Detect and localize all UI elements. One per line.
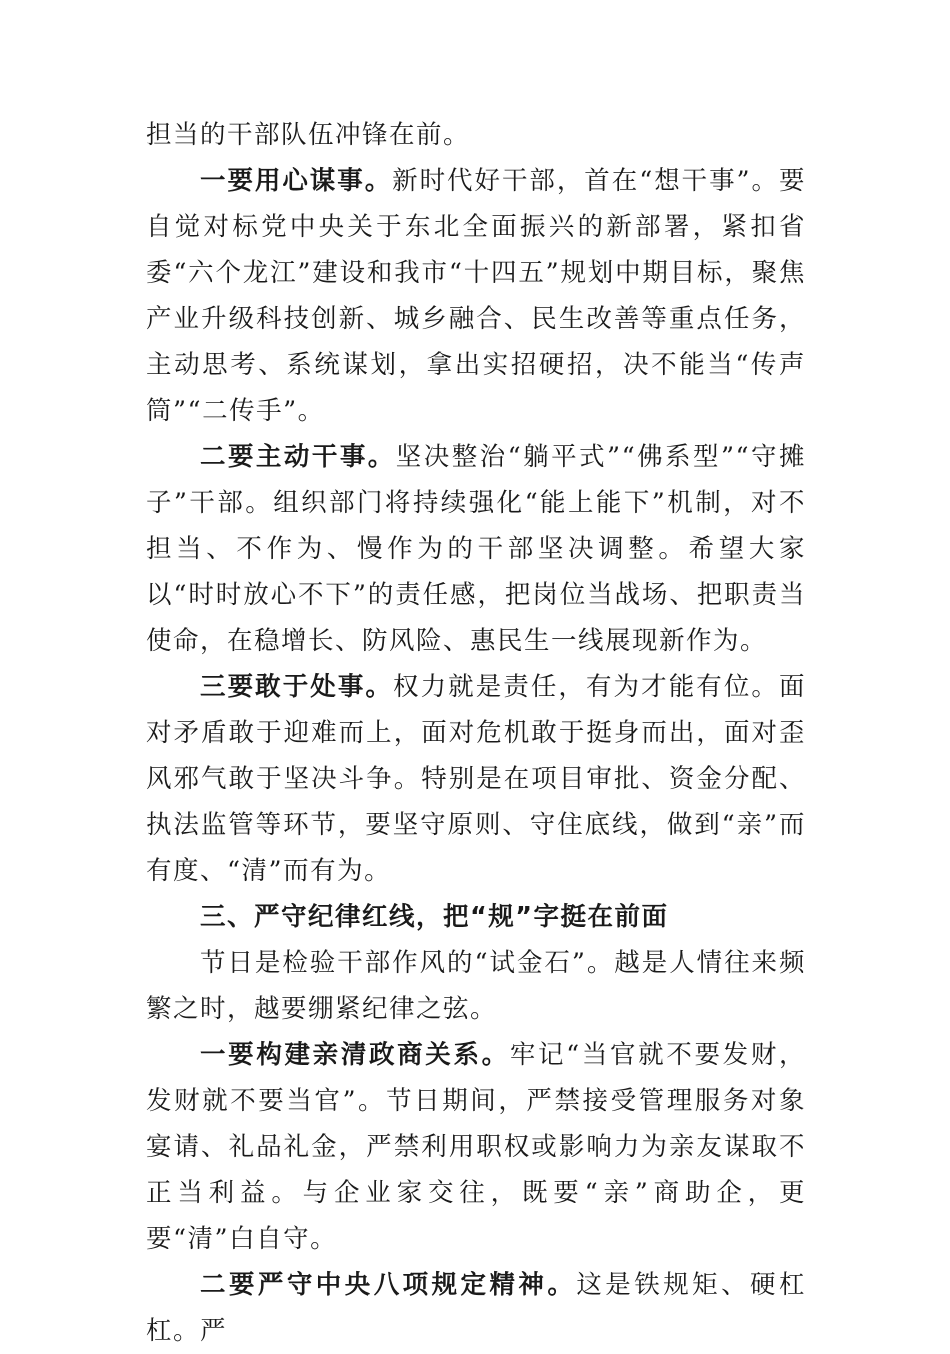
- paragraph-point-3: [146, 664, 806, 894]
- paragraph-lead: 二要主动干事。: [200, 442, 396, 472]
- paragraph-text: 这是铁规矩、硬杠杠。严: [146, 1270, 806, 1346]
- document-page: [146, 112, 806, 1354]
- paragraph-text: 牢记“当官就不要发财，发财就不要当官”。节日期间，严禁接受管理服务对象宴请、礼品礼金，严禁利用职权或影响力为亲友谋取不正当利益。与企业家交往，既要“亲”商助企，更要“清”白自守。: [146, 1040, 806, 1254]
- paragraph-text: 新时代好干部，首在“想干事”。要自觉对标党中央关于东北全面振兴的新部署，紧扣省委“六个龙江”建设和我市“十四五”规划中期目标，聚焦产业升级科技创新、城乡融合、民生改善等重点任务，主动思考、系统谋划，拿出实招硬招，决不能当“传声筒”“二传手”。: [146, 166, 806, 426]
- paragraph-section-intro: [146, 940, 806, 1032]
- paragraph-text: 担当的干部队伍冲锋在前。: [146, 120, 471, 150]
- paragraph-point-1: [146, 158, 806, 434]
- paragraph-lead: 二要严守中央八项规定精神。: [200, 1270, 577, 1300]
- paragraph-text: 节日是检验干部作风的“试金石”。越是人情往来频繁之时，越要绷紧纪律之弦。: [146, 948, 806, 1024]
- paragraph-lead: 一要用心谋事。: [200, 166, 393, 196]
- paragraph-rule-1: [146, 1032, 806, 1262]
- paragraph-lead: 一要构建亲清政商关系。: [200, 1040, 510, 1070]
- paragraph-lead: 三要敢于处事。: [200, 672, 393, 702]
- paragraph-text: 坚决整治“躺平式”“佛系型”“守摊子”干部。组织部门将持续强化“能上能下”机制，对不担当、不作为、慢作为的干部坚决调整。希望大家以“时时放心不下”的责任感，把岗位当战场、把职责当使命，在稳增长、防风险、惠民生一线展现新作为。: [146, 442, 806, 656]
- paragraph-rule-2: [146, 1262, 806, 1354]
- section-heading: 三、严守纪律红线，把“规”字挺在前面: [200, 902, 669, 932]
- paragraph-continuation: [146, 112, 806, 158]
- paragraph-point-2: [146, 434, 806, 664]
- paragraph-text: 权力就是责任，有为才能有位。面对矛盾敢于迎难而上，面对危机敢于挺身而出，面对歪风邪气敢于坚决斗争。特别是在项目审批、资金分配、执法监管等环节，要坚守原则、守住底线，做到“亲”而有度、“清”而有为。: [146, 672, 806, 886]
